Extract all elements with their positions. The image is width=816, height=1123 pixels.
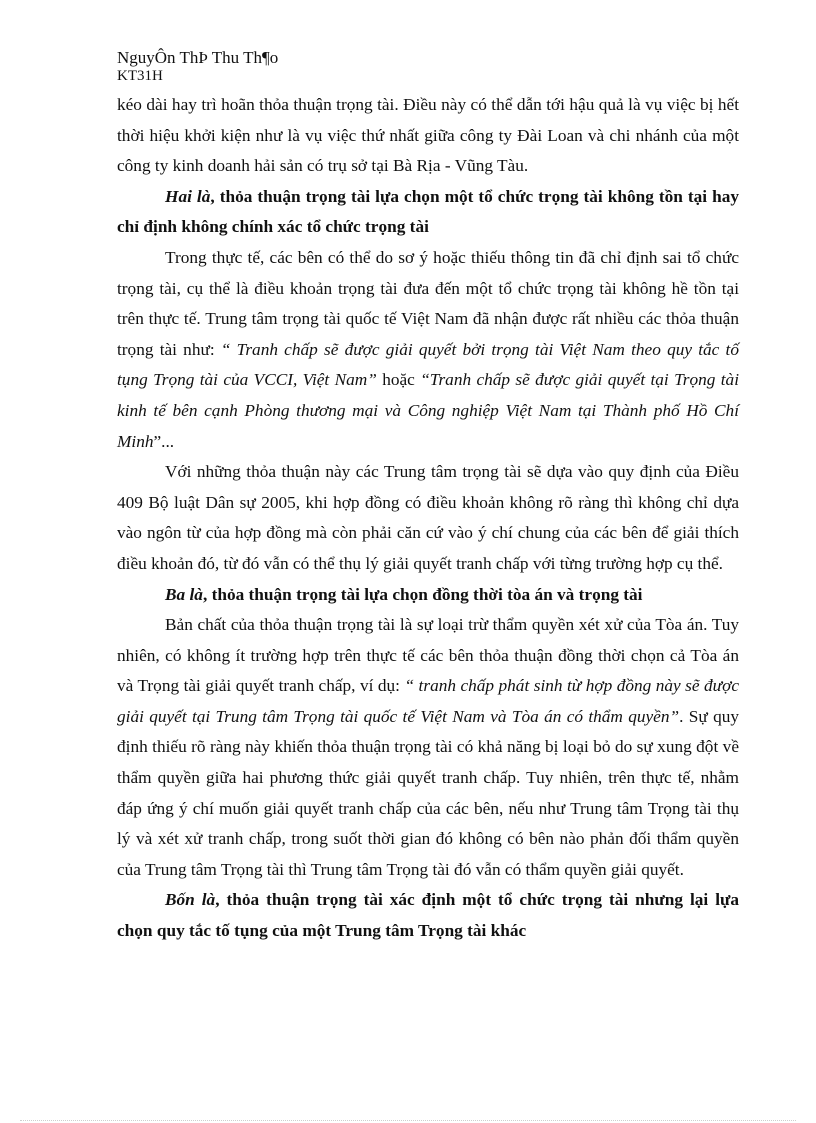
page-bottom-rule <box>20 1120 796 1121</box>
heading-lead: Ba là <box>165 584 203 604</box>
heading-text: , thỏa thuận trọng tài xác định một tổ chức trọng tài nhưng lại lựa chọn quy tắc tố tụng của một Trung tâm Trọng tài khác <box>117 890 740 941</box>
paragraph-text: . Sự quy định thiếu rõ ràng này khiến thỏa thuận trọng tài có khả năng bị loại bỏ do sự xung đột về thẩm quyền giữa hai phương thức giải quyết tranh chấp. Tuy nhiên, trên thực tế, nhằm đáp ứng ý chí muốn giải quyết tranh chấp của các bên, nếu như Trung tâm Trọng tài thụ lý và xét xử tranh chấp, trong suốt thời gian đó không có bên nào phản đối thẩm quyền của Trung tâm Trọng tài thì Trung tâm Trọng tài đó vẫn có thẩm quyền giải quyết. <box>117 706 739 879</box>
section-heading-3 <box>117 580 739 611</box>
paragraph-2 <box>117 243 739 457</box>
example-quote-1: “ Tranh chấp sẽ được giải quyết bởi trọng tài Việt Nam theo quy tắc tố tụng Trọng tài của VCCI, Việt Nam” <box>117 339 739 390</box>
author-name: NguyÔn ThÞ Thu Th¶o <box>117 48 279 67</box>
class-code: KT31H <box>117 68 163 84</box>
paragraph-text: Trong thực tế, các bên có thể do sơ ý hoặc thiếu thông tin đã chỉ định sai tổ chức trọng tài, cụ thể là điều khoản trọng tài đưa đến một tổ chức trọng tài không hề tồn tại trên thực tế. Trung tâm trọng tài quốc tế Việt Nam đã nhận được rất nhiều các thỏa thuận trọng tài như: <box>117 247 739 359</box>
paragraph-3: Với những thỏa thuận này các Trung tâm trọng tài sẽ dựa vào quy định của Điều 409 Bộ luật Dân sự 2005, khi hợp đồng có điều khoản không rõ ràng thì không chỉ dựa vào ngôn từ của hợp đồng mà còn phải căn cứ vào ý chí chung của các bên để giải thích điều khoản đó, từ đó vẫn có thể thụ lý giải quyết tranh chấp với từng trường hợp cụ thể. <box>117 462 739 573</box>
heading-lead: Hai là <box>165 186 211 206</box>
section-heading-2 <box>117 182 739 243</box>
heading-text: , thỏa thuận trọng tài lựa chọn đồng thời tòa án và trọng tài <box>202 584 643 604</box>
paragraph-text: hoặc <box>376 370 421 390</box>
paragraph-text: Bản chất của thỏa thuận trọng tài là sự loại trừ thẩm quyền xét xử của Tòa án. Tuy nhiên, có không ít trường hợp trên thực tế các bên thỏa thuận đồng thời chọn cả Tòa án và Trọng tài giải quyết tranh chấp, ví dụ: <box>117 615 739 696</box>
heading-text: , thỏa thuận trọng tài lựa chọn một tổ chức trọng tài không tồn tại hay chỉ định không chính xác tổ chức trọng tài <box>117 186 739 237</box>
heading-lead: Bốn là <box>165 890 216 910</box>
example-quote: “ tranh chấp phát sinh từ hợp đồng này sẽ được giải quyết tại Trung tâm Trọng tài quốc tế Việt Nam và Tòa án có thẩm quyền” <box>117 676 739 726</box>
paragraph-text: ”... <box>153 431 175 451</box>
document-body <box>117 90 739 947</box>
section-heading-4 <box>117 885 739 946</box>
page-header <box>117 48 278 86</box>
paragraph-continuation: kéo dài hay trì hoãn thỏa thuận trọng tài. Điều này có thể dẫn tới hậu quả là vụ việc bị hết thời hiệu khởi kiện như là vụ việc thứ nhất giữa công ty Đài Loan và chi nhánh của một công ty kinh doanh hải sản có trụ sở tại Bà Rịa - Vũng Tàu. <box>117 95 739 176</box>
example-quote-2: “Tranh chấp sẽ được giải quyết tại Trọng tài kinh tế bên cạnh Phòng thương mại và Công nghiệp Việt Nam tại Thành phố Hồ Chí Minh <box>117 370 739 451</box>
paragraph-4 <box>117 610 739 885</box>
